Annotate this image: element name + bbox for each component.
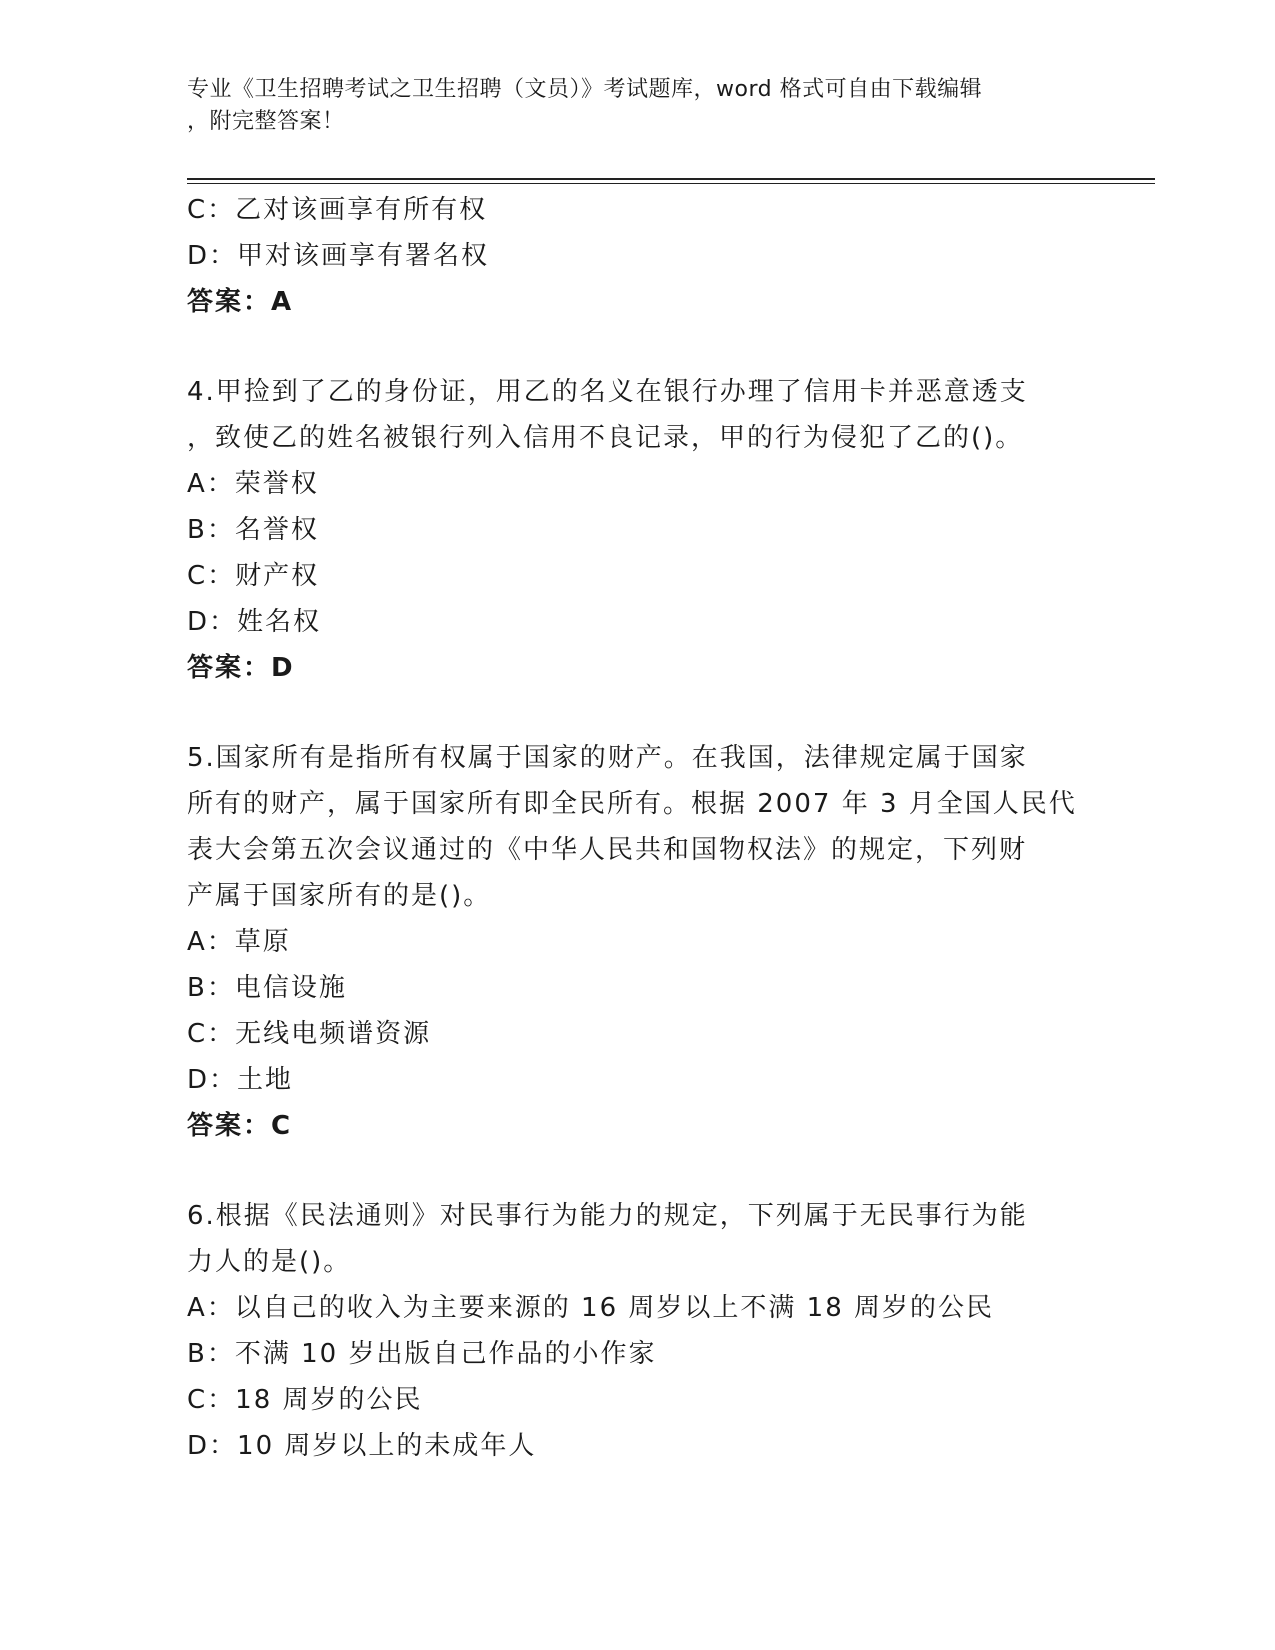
spacer <box>187 325 1087 369</box>
option-b: B：不满 10 岁出版自己作品的小作家 <box>187 1339 657 1369</box>
answer: 答案：A <box>187 287 294 317</box>
header-line-1: 专业《卫生招聘考试之卫生招聘（文员）》考试题库，word 格式可自由下载编辑 <box>187 77 983 102</box>
question-5 <box>187 735 1087 1149</box>
question-stem: ，致使乙的姓名被银行列入信用不良记录，甲的行为侵犯了乙的()。 <box>187 423 1024 453</box>
question-6 <box>187 1193 1087 1469</box>
question-stem: 6.根据《民法通则》对民事行为能力的规定，下列属于无民事行为能 <box>187 1201 1028 1231</box>
option-a: A：荣誉权 <box>187 469 319 499</box>
spacer <box>187 691 1087 735</box>
option-c: C：乙对该画享有所有权 <box>187 195 488 225</box>
question-3-tail <box>187 187 1087 325</box>
option-b: B：电信设施 <box>187 973 347 1003</box>
question-stem: 5.国家所有是指所有权属于国家的财产。在我国，法律规定属于国家 <box>187 743 1028 773</box>
question-stem: 4.甲捡到了乙的身份证，用乙的名义在银行办理了信用卡并恶意透支 <box>187 377 1028 407</box>
option-a: A：草原 <box>187 927 291 957</box>
option-d: D：甲对该画享有署名权 <box>187 241 490 271</box>
page-header <box>187 74 1067 138</box>
option-d: D：姓名权 <box>187 607 322 637</box>
option-c: C：18 周岁的公民 <box>187 1385 423 1415</box>
answer: 答案：D <box>187 653 295 683</box>
option-b: B：名誉权 <box>187 515 319 545</box>
option-c: C：无线电频谱资源 <box>187 1019 432 1049</box>
header-divider-thin <box>187 183 1155 184</box>
answer: 答案：C <box>187 1111 293 1141</box>
spacer <box>187 1149 1087 1193</box>
option-c: C：财产权 <box>187 561 320 591</box>
option-d: D：10 周岁以上的未成年人 <box>187 1431 537 1461</box>
option-d: D：土地 <box>187 1065 294 1095</box>
question-stem: 所有的财产，属于国家所有即全民所有。根据 2007 年 3 月全国人民代 <box>187 789 1077 819</box>
question-list <box>187 187 1087 1469</box>
header-divider-thick <box>187 178 1155 180</box>
header-line-2: ，附完整答案！ <box>187 109 345 134</box>
question-4 <box>187 369 1087 691</box>
question-stem: 产属于国家所有的是()。 <box>187 881 492 911</box>
question-stem: 表大会第五次会议通过的《中华人民共和国物权法》的规定，下列财 <box>187 835 1028 865</box>
question-stem: 力人的是()。 <box>187 1247 352 1277</box>
option-a: A：以自己的收入为主要来源的 16 周岁以上不满 18 周岁的公民 <box>187 1293 995 1323</box>
